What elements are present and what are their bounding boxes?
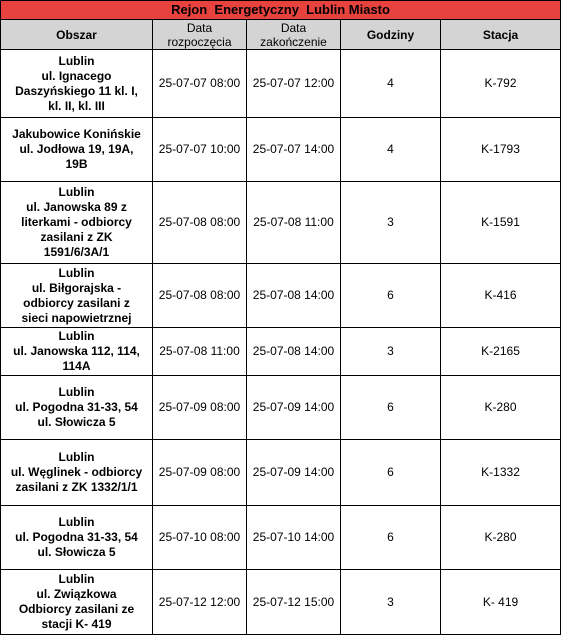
table-row	[1, 376, 561, 440]
area-line: ul. Jodłowa 19, 19A,	[19, 142, 134, 156]
cell-station: K-792	[441, 50, 561, 118]
cell-station: K-1793	[441, 118, 561, 182]
area-line: ul. Janowska 112, 114,	[13, 344, 140, 358]
cell-start: 25-07-12 12:00	[153, 570, 247, 635]
cell-hours: 6	[341, 376, 441, 440]
cell-station: K-2165	[441, 328, 561, 376]
cell-end: 25-07-12 15:00	[247, 570, 341, 635]
area-line: 19B	[65, 157, 88, 171]
cell-end: 25-07-08 11:00	[247, 182, 341, 264]
area-line: 1591/6/3A/1	[43, 245, 110, 259]
cell-area	[1, 440, 153, 506]
cell-area	[1, 50, 153, 118]
area-line: Lublin	[58, 385, 95, 399]
cell-end: 25-07-09 14:00	[247, 440, 341, 506]
area-line: ul. Pogodna 31-33, 54	[15, 400, 138, 414]
cell-start: 25-07-07 08:00	[153, 50, 247, 118]
area-line: Jakubowice Konińskie	[12, 127, 141, 141]
area-line: ul. Związkowa	[36, 587, 117, 601]
area-line: Lublin	[58, 515, 95, 529]
area-line: kl. II, kl. III	[48, 98, 105, 113]
area-line: ul. Biłgorajska -	[31, 280, 122, 295]
cell-hours: 3	[341, 182, 441, 264]
table-row	[1, 328, 561, 376]
area-line: Lublin	[58, 265, 95, 280]
cell-start: 25-07-08 08:00	[153, 264, 247, 328]
table-row	[1, 50, 561, 118]
area-line: Daszyńskiego 11 kl. I,	[15, 83, 138, 98]
cell-hours: 4	[341, 118, 441, 182]
cell-area	[1, 570, 153, 635]
cell-hours: 6	[341, 264, 441, 328]
area-line: zasilani z ZK 1332/1/1	[15, 480, 138, 494]
cell-station: K-1332	[441, 440, 561, 506]
area-line: Lublin	[58, 185, 95, 199]
header-area: Obszar	[1, 20, 153, 50]
cell-station: K-416	[441, 264, 561, 328]
area-line: Lublin	[58, 450, 95, 464]
cell-area	[1, 264, 153, 328]
area-line: Lublin	[58, 572, 95, 586]
cell-start: 25-07-09 08:00	[153, 376, 247, 440]
cell-end: 25-07-10 14:00	[247, 506, 341, 570]
cell-station: K-280	[441, 376, 561, 440]
cell-hours: 3	[341, 328, 441, 376]
area-line: ul. Węglinek - odbiorcy	[10, 465, 143, 479]
cell-end: 25-07-07 12:00	[247, 50, 341, 118]
area-line: Lublin	[58, 329, 95, 343]
area-line: Lublin	[58, 53, 95, 68]
cell-end: 25-07-08 14:00	[247, 328, 341, 376]
table-row	[1, 182, 561, 264]
title-row	[1, 1, 561, 20]
area-line: stacji K- 419	[41, 617, 112, 631]
cell-area	[1, 376, 153, 440]
cell-start: 25-07-08 11:00	[153, 328, 247, 376]
header-hours: Godziny	[341, 20, 441, 50]
cell-end: 25-07-08 14:00	[247, 264, 341, 328]
area-line: ul. Janowska 89 z	[26, 200, 127, 214]
cell-end: 25-07-09 14:00	[247, 376, 341, 440]
area-line: ul. Ignacego	[41, 68, 112, 83]
table-row	[1, 118, 561, 182]
cell-area	[1, 506, 153, 570]
area-line: odbiorcy zasilani z	[23, 295, 130, 310]
area-line: ul. Pogodna 31-33, 54	[15, 530, 138, 544]
cell-area	[1, 328, 153, 376]
header-station: Stacja	[441, 20, 561, 50]
header-row	[1, 20, 561, 50]
area-line: ul. Słowicza 5	[37, 415, 116, 429]
cell-hours: 6	[341, 440, 441, 506]
cell-hours: 4	[341, 50, 441, 118]
area-line: ul. Słowicza 5	[37, 545, 116, 559]
area-line: sieci napowietrznej	[21, 310, 132, 325]
cell-station: K-1591	[441, 182, 561, 264]
cell-start: 25-07-09 08:00	[153, 440, 247, 506]
header-end: Data zakończenie	[247, 20, 341, 50]
area-line: literkami - odbiorcy	[21, 215, 132, 229]
cell-area	[1, 182, 153, 264]
cell-station: K- 419	[441, 570, 561, 635]
cell-start: 25-07-08 08:00	[153, 182, 247, 264]
cell-start: 25-07-10 08:00	[153, 506, 247, 570]
cell-area	[1, 118, 153, 182]
area-line: zasilani z ZK	[40, 230, 113, 244]
table-row	[1, 506, 561, 570]
table-title: Rejon Energetyczny Lublin Miasto	[1, 1, 561, 20]
cell-station: K-280	[441, 506, 561, 570]
cell-start: 25-07-07 10:00	[153, 118, 247, 182]
table-row	[1, 570, 561, 635]
area-line: Odbiorcy zasilani ze	[18, 602, 135, 616]
cell-hours: 6	[341, 506, 441, 570]
cell-end: 25-07-07 14:00	[247, 118, 341, 182]
table-row	[1, 264, 561, 328]
table-row	[1, 440, 561, 506]
header-start: Data rozpoczęcia	[153, 20, 247, 50]
cell-hours: 3	[341, 570, 441, 635]
area-line: 114A	[62, 359, 91, 373]
